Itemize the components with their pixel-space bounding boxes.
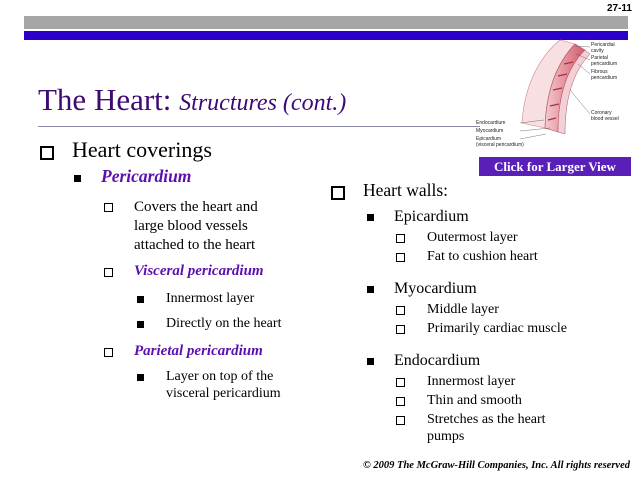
visceral-item-1: Innermost layer (166, 291, 255, 306)
myocardium-item-2: Primarily cardiac muscle (427, 321, 567, 336)
bullet-square (367, 358, 374, 365)
fig-label-myocardium: Myocardium (476, 128, 504, 134)
bullet-box (104, 203, 113, 212)
endocardium-item-3 (427, 411, 546, 445)
fig-label-fibrous-pericardium-2: pericardium (591, 75, 618, 81)
bullet-box (396, 253, 405, 262)
bullet-box (396, 378, 405, 387)
pericardium-item1-line2: large blood vessels (134, 218, 248, 234)
fig-label-parietal-pericardium-2: pericardium (591, 61, 618, 67)
bullet-box (40, 146, 54, 160)
fig-label-parietal-pericardium: Parietal (591, 55, 608, 61)
endocardium-item-3-line2: pumps (427, 429, 465, 444)
fig-label-epicardium: Epicardium (476, 136, 502, 142)
fig-label-endocardium: Endocardium (476, 120, 506, 126)
title-subtitle: Structures (cont.) (179, 90, 347, 116)
parietal-pericardium-label: Parietal pericardium (134, 343, 263, 359)
fig-label-coronary-vessel: Coronary (591, 110, 612, 116)
fig-label-pericardial-cavity-2: cavity (591, 48, 604, 54)
fig-label-fibrous-pericardium: Fibrous (591, 69, 608, 75)
parietal-item-line1: Layer on top of the (166, 369, 274, 384)
bullet-box (331, 186, 345, 200)
bullet-box (396, 325, 405, 334)
epicardium-item-2: Fat to cushion heart (427, 249, 538, 264)
pericardium-item1 (134, 198, 258, 255)
bullet-square (367, 214, 374, 221)
heart-coverings-heading: Heart coverings (72, 137, 212, 162)
fig-label-epicardium-2: (visceral pericardium) (476, 142, 524, 148)
visceral-pericardium-label: Visceral pericardium (134, 263, 264, 279)
heart-walls-heading: Heart walls: (363, 180, 449, 200)
endocardium-item-2: Thin and smooth (427, 393, 522, 408)
endocardium-item-3-line1: Stretches as the heart (427, 412, 546, 427)
visceral-item-2: Directly on the heart (166, 316, 282, 331)
myocardium-label: Myocardium (394, 280, 477, 297)
bullet-box (396, 416, 405, 425)
copyright-footer: © 2009 The McGraw-Hill Companies, Inc. All rights reserved (362, 460, 630, 471)
bullet-square (137, 374, 144, 381)
slide-title (38, 82, 346, 118)
bullet-square (137, 296, 144, 303)
slide-number: 27-11 (606, 3, 632, 14)
bullet-box (396, 397, 405, 406)
title-rule (38, 126, 480, 127)
endocardium-item-1: Innermost layer (427, 374, 516, 389)
bullet-box (396, 306, 405, 315)
epicardium-label: Epicardium (394, 208, 469, 225)
bullet-square (367, 286, 374, 293)
bullet-box (396, 234, 405, 243)
parietal-item-line2: visceral pericardium (166, 386, 281, 401)
pericardium-label: Pericardium (101, 166, 192, 186)
pericardium-item1-line1: Covers the heart and (134, 199, 258, 215)
larger-view-button[interactable]: Click for Larger View (479, 157, 631, 176)
bullet-square (137, 321, 144, 328)
title-main: The Heart: (38, 82, 172, 117)
endocardium-label: Endocardium (394, 352, 481, 369)
myocardium-item-1: Middle layer (427, 302, 499, 317)
fig-label-coronary-vessel-2: blood vessel (591, 116, 619, 122)
epicardium-item-1: Outermost layer (427, 230, 518, 245)
bullet-box (104, 348, 113, 357)
bullet-box (104, 268, 113, 277)
heart-wall-figure (472, 28, 638, 152)
parietal-item (166, 368, 281, 402)
pericardium-item1-line3: attached to the heart (134, 237, 256, 253)
fig-label-pericardial-cavity: Pericardial (591, 42, 615, 48)
bullet-square (74, 175, 81, 182)
